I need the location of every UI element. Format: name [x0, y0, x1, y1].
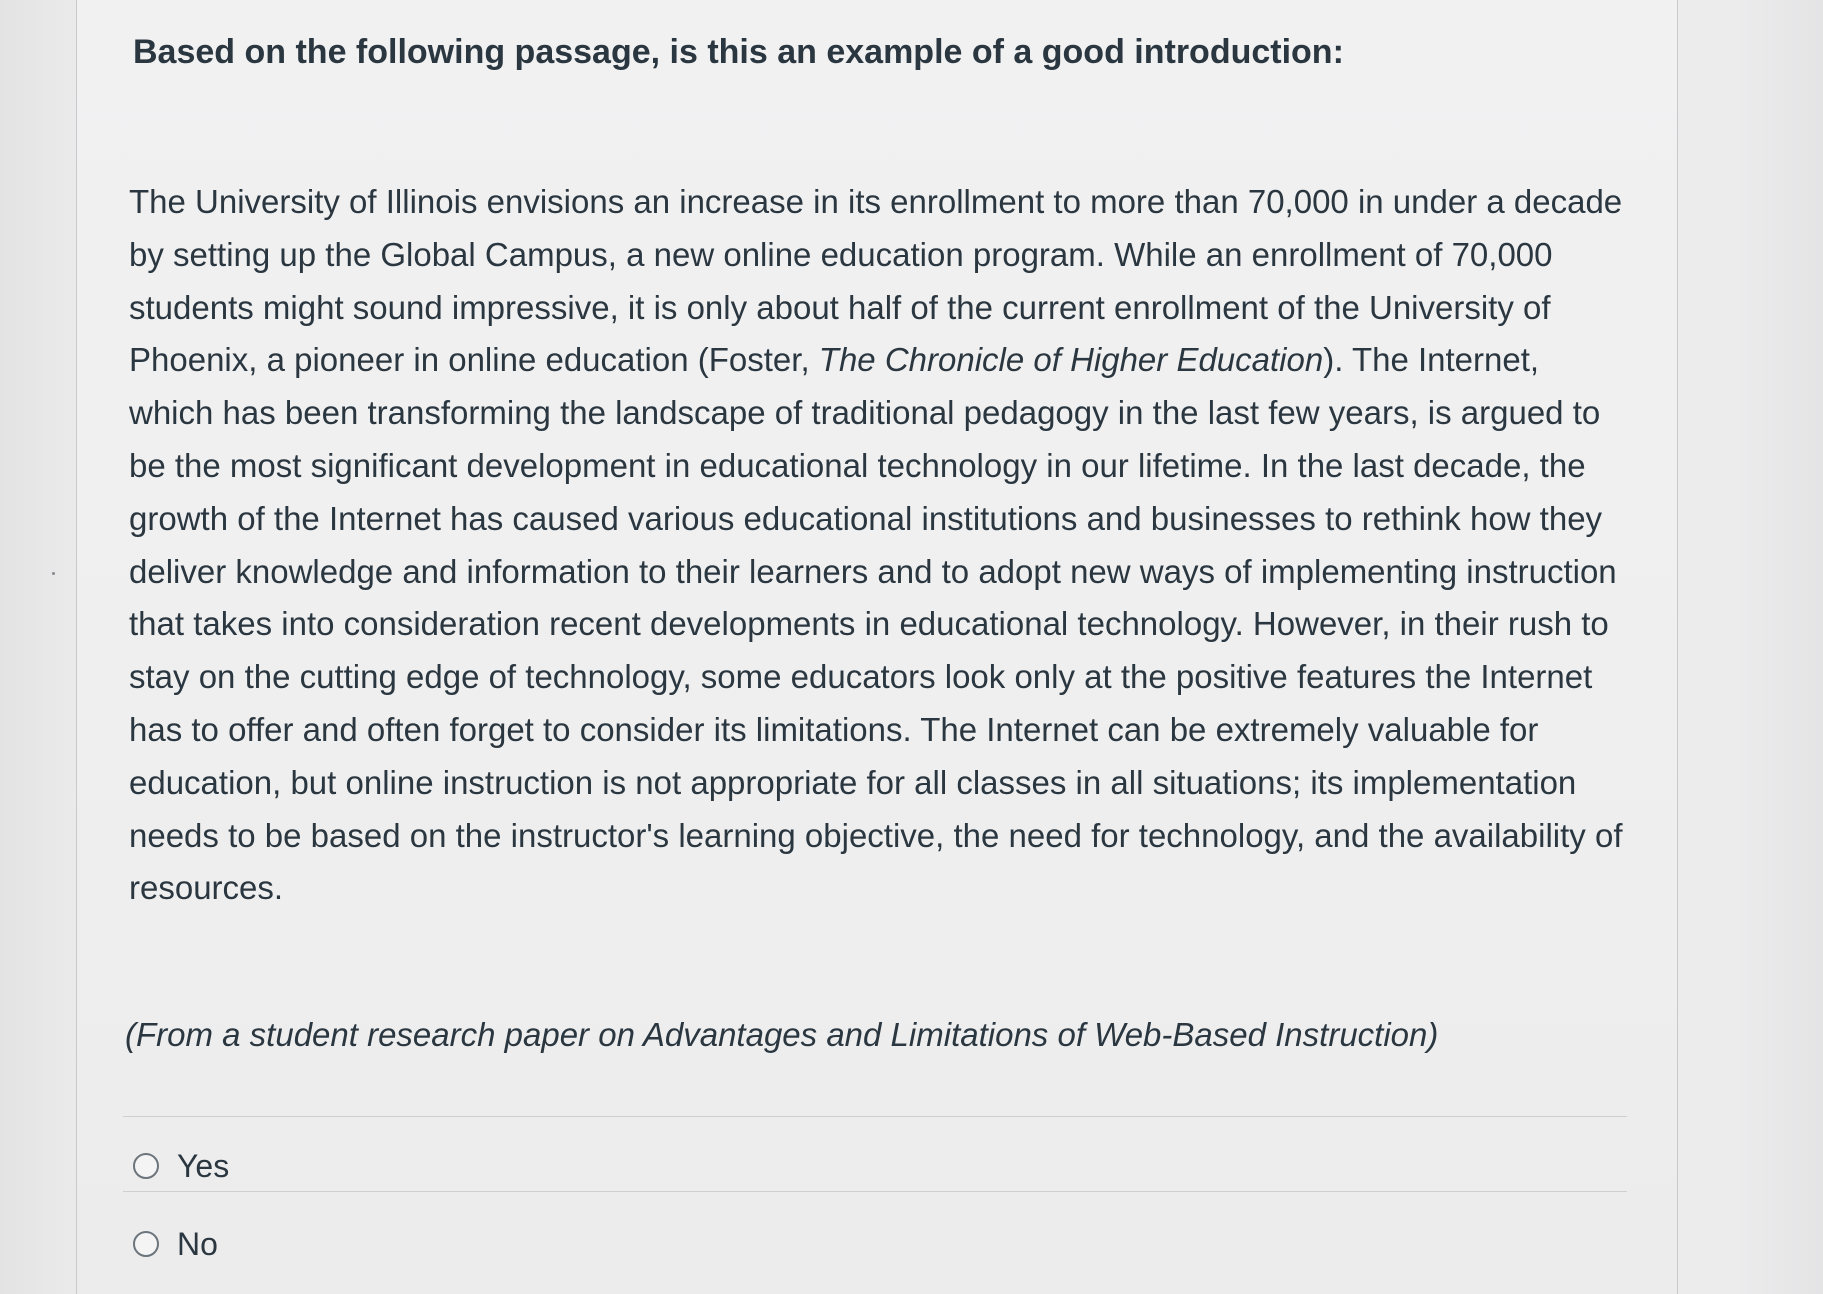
radio-button-no[interactable]: [133, 1231, 159, 1257]
answer-option-yes[interactable]: [133, 1146, 229, 1186]
radio-button-yes[interactable]: [133, 1153, 159, 1179]
passage-citation-title: The Chronicle of Higher Education: [818, 341, 1324, 379]
answer-divider: [123, 1116, 1627, 1117]
answer-divider: [123, 1191, 1627, 1192]
answer-option-no[interactable]: [133, 1224, 218, 1264]
passage-text-part2: ). The Internet, which has been transforming the landscape of traditional pedagogy in the last few years, is argued to be the most significant development in educational technology in our lifetime. In the last decade, the growth of the Internet has caused various educational institutions and businesses to rethink how they deliver knowledge and information to their learners and to adopt new ways of implementing instruction that takes into consideration recent developments in educational technology. However, in their rush to stay on the cutting edge of technology, some educators look only at the positive features the Internet has to offer and often forget to consider its limitations. The Internet can be extremely valuable for education, but online instruction is not appropriate for all classes in all situations; its implementation needs to be based on the instructor's learning objective, the need for technology, and the availability of resources.: [129, 341, 1623, 907]
question-card: [76, 0, 1678, 1294]
passage-text-part1: The University of Illinois envisions an increase in its enrollment to more than 70,000 in under a decade by setting up the Global Campus, a new online education program. While an enrollment of 70,000 students might sound impressive, it is only about half of the current enrollment of the University of Phoenix, a pioneer in online education (Foster,: [129, 183, 1623, 379]
passage-source: (From a student research paper on Advantages and Limitations of Web-Based Instruction): [125, 1016, 1439, 1053]
answer-label-yes: Yes: [177, 1148, 230, 1184]
answer-label-no: No: [177, 1226, 218, 1262]
question-title: Based on the following passage, is this an example of a good introduction:: [133, 33, 1344, 71]
question-passage: [129, 176, 1629, 915]
margin-dot: [52, 572, 55, 575]
